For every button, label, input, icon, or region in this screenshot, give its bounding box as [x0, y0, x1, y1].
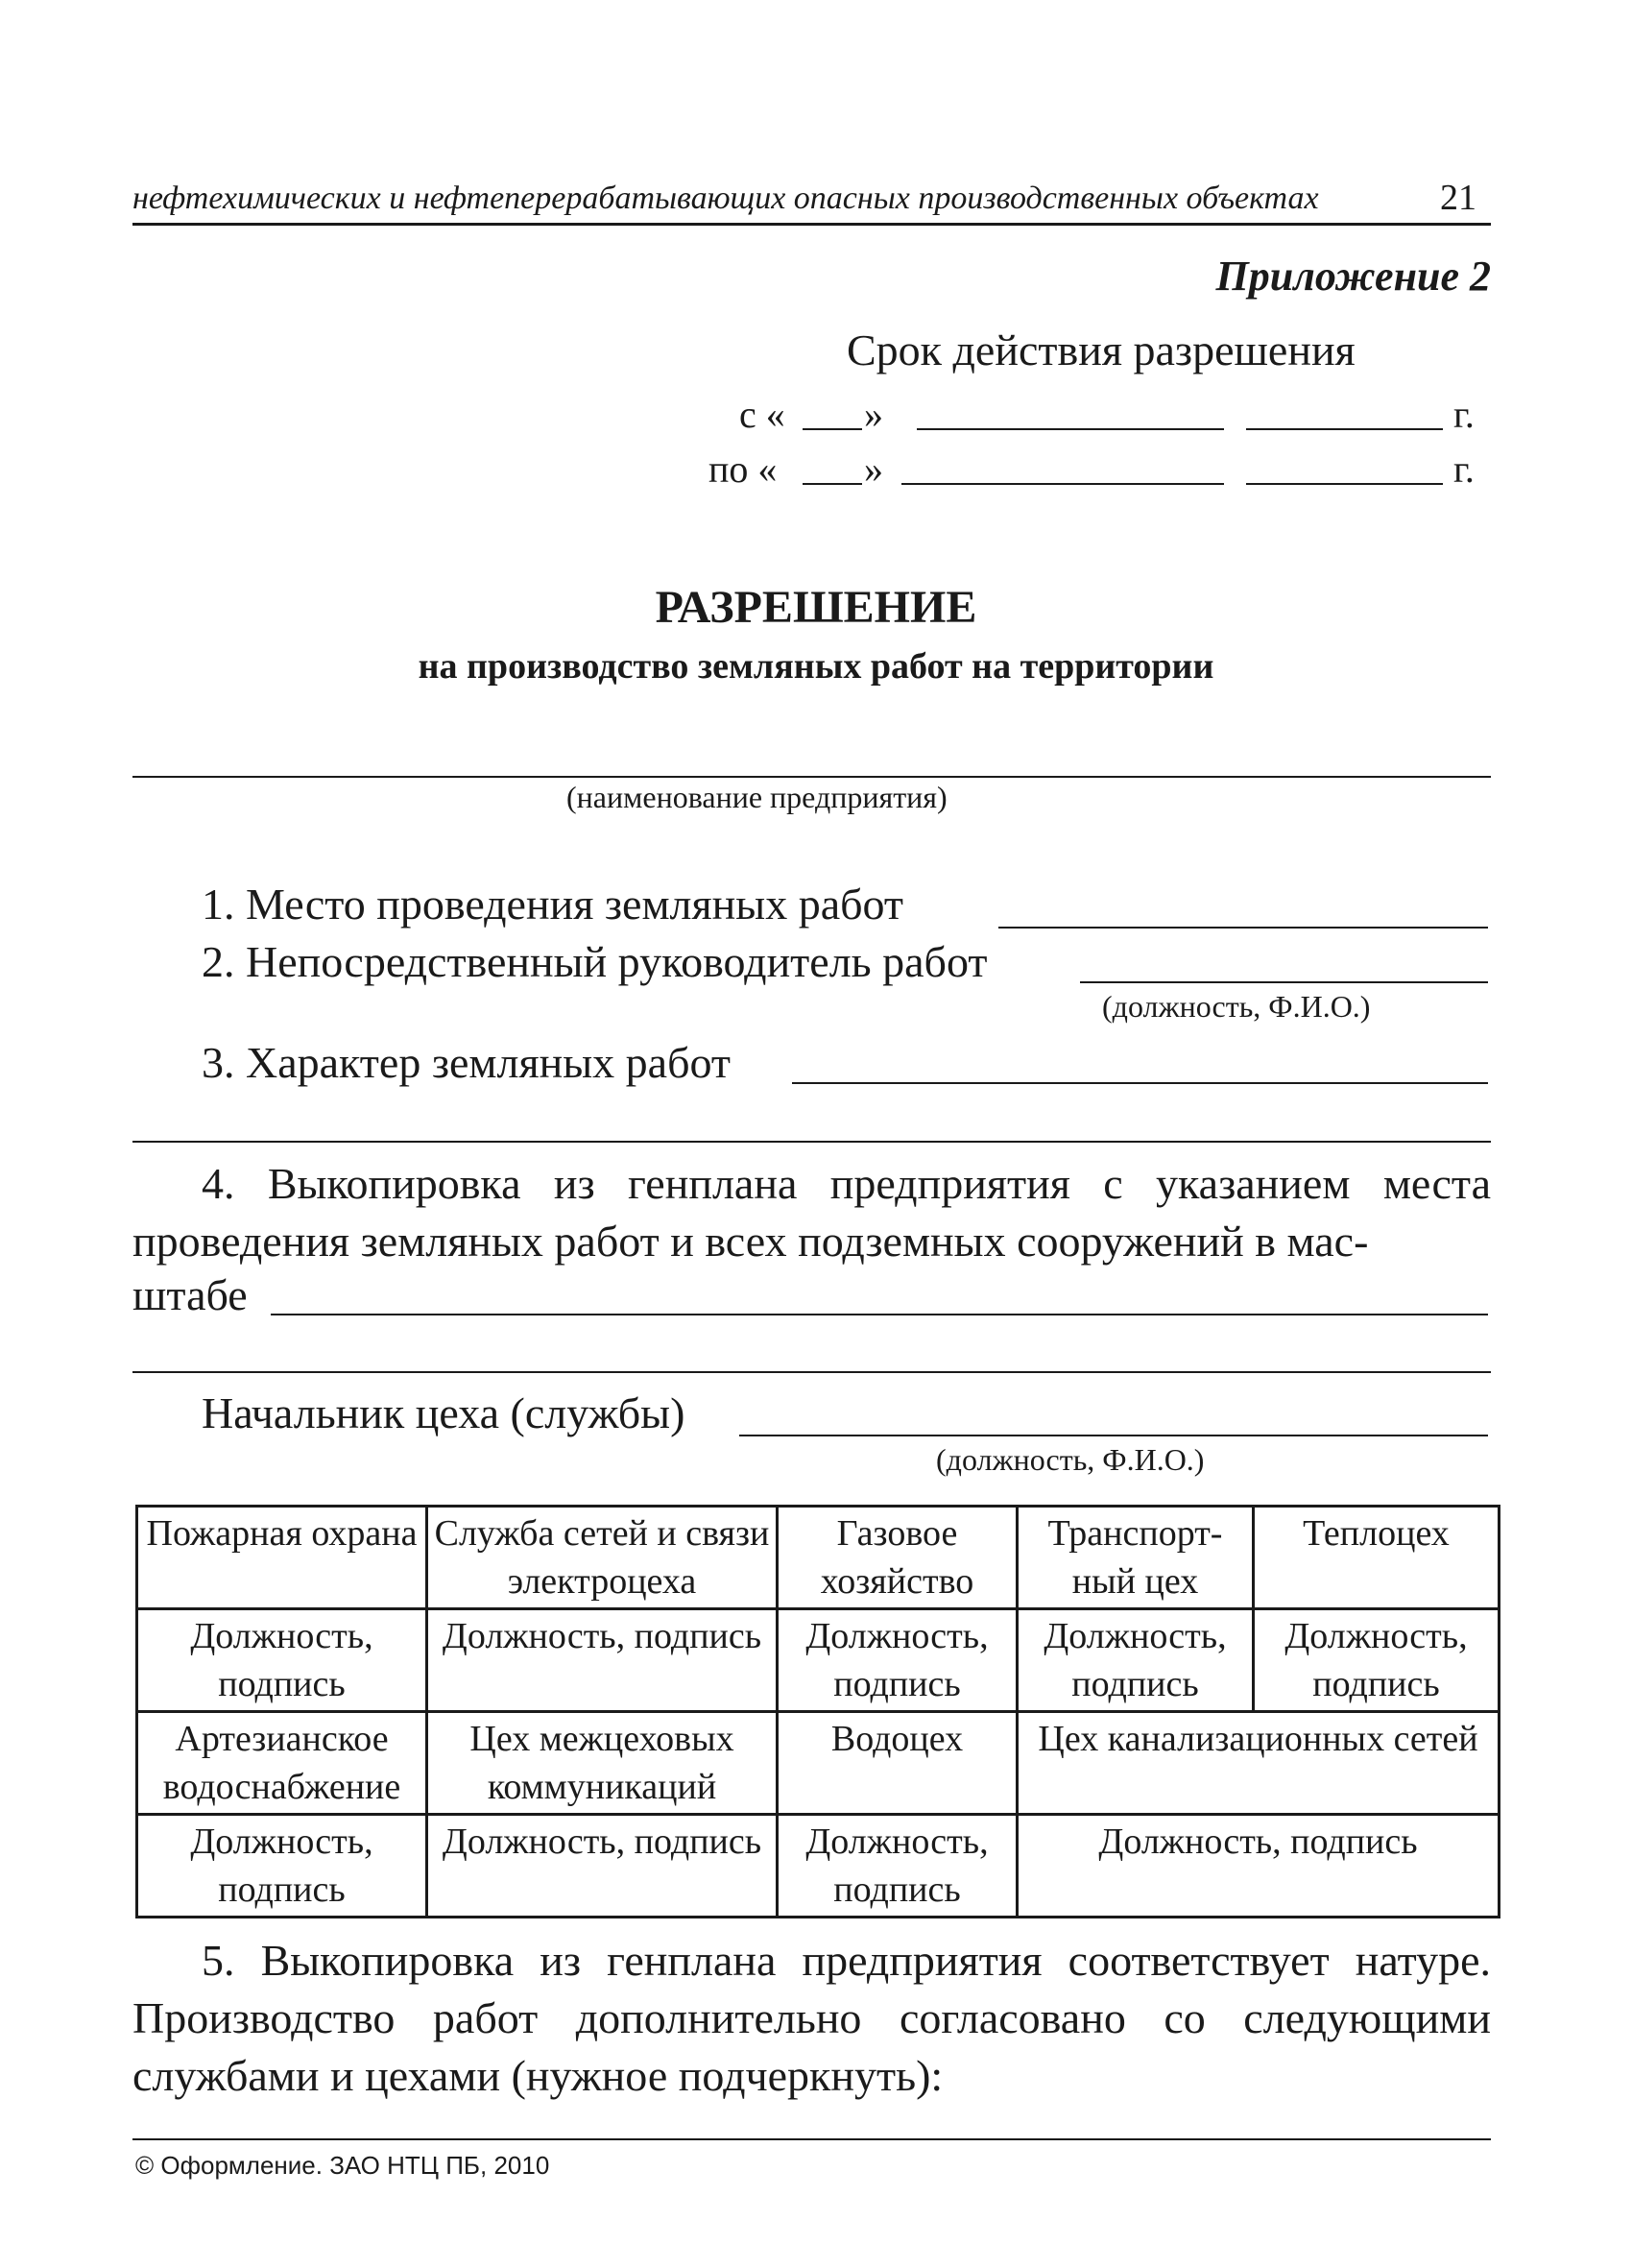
validity-title: Срок действия разрешения — [847, 326, 1356, 374]
from-prefix: с « — [739, 393, 785, 436]
table-cell: Газовое хозяйство — [778, 1507, 1018, 1609]
signature-cell: Должность, подпись — [427, 1815, 778, 1918]
from-day-blank — [803, 428, 862, 430]
item-3-line-2 — [132, 1141, 1491, 1143]
item-4-text: 4. Выкопировка из генплана предприятия с указанием места проведения земляных работ и всех подземных сооружений в мас- — [132, 1159, 1491, 1266]
table-cell: Артезианское водоснабжение — [137, 1712, 427, 1815]
to-day-blank — [803, 483, 862, 485]
item-4-line-2 — [132, 1371, 1491, 1373]
to-quote-close: » — [864, 447, 883, 491]
table-cell: Транспорт-ный цех — [1018, 1507, 1254, 1609]
chief-caption: (должность, Ф.И.О.) — [936, 1442, 1205, 1477]
table-cell: Теплоцех — [1254, 1507, 1500, 1609]
item-5-text: 5. Выкопировка из генплана предприятия соответствует натуре. Производство работ дополнительно согласовано со следующими службами и цехами (нужное подчеркнуть): — [132, 1936, 1491, 2100]
item-2-caption: (должность, Ф.И.О.) — [1102, 989, 1371, 1024]
to-year-blank — [1246, 483, 1443, 485]
table-cell: Пожарная охрана — [137, 1507, 427, 1609]
item-3-label: 3. Характер земляных работ — [202, 1038, 731, 1087]
item-1-line — [998, 927, 1488, 929]
chief-label: Начальник цеха (службы) — [202, 1388, 685, 1437]
enterprise-name-line — [132, 776, 1491, 778]
approvals-table — [135, 1505, 1500, 1918]
signature-cell: Должность, подпись — [137, 1609, 427, 1712]
from-month-blank — [917, 428, 1224, 430]
table-cell: Водоцех — [778, 1712, 1018, 1815]
table-row — [137, 1507, 1500, 1609]
item-2-line — [1080, 981, 1488, 983]
document-title: РАЗРЕШЕНИЕ — [655, 582, 977, 633]
table-cell: Цех канализационных сетей — [1018, 1712, 1500, 1815]
running-header: нефтехимических и нефтеперерабатывающих опасных производственных объектах — [132, 181, 1319, 216]
from-year-blank — [1246, 428, 1443, 430]
from-quote-close: » — [864, 393, 883, 436]
signature-cell: Должность, подпись — [1018, 1609, 1254, 1712]
to-month-blank — [901, 483, 1224, 485]
table-row — [137, 1815, 1500, 1918]
to-year-suffix: г. — [1453, 447, 1475, 491]
item-2-label: 2. Непосредственный руководитель работ — [202, 937, 988, 986]
table-cell: Служба сетей и связи электроцеха — [427, 1507, 778, 1609]
signature-cell: Должность, подпись — [137, 1815, 427, 1918]
signature-cell: Должность, подпись — [1254, 1609, 1500, 1712]
from-year-suffix: г. — [1453, 393, 1475, 436]
signature-cell: Должность, подпись — [427, 1609, 778, 1712]
item-1-label: 1. Место проведения земляных работ — [202, 880, 904, 929]
item-4-line — [271, 1314, 1488, 1315]
signature-cell: Должность, подпись — [1018, 1815, 1500, 1918]
document-subtitle: на производство земляных работ на территории — [418, 646, 1214, 687]
item-4-end: штабе — [132, 1270, 248, 1319]
item-3-line — [792, 1082, 1488, 1084]
table-cell: Цех межцеховых коммуникаций — [427, 1712, 778, 1815]
table-row — [137, 1609, 1500, 1712]
chief-line — [739, 1435, 1488, 1436]
footer-rule — [132, 2138, 1491, 2140]
appendix-label: Приложение 2 — [1215, 253, 1491, 300]
header-rule — [132, 223, 1491, 226]
footer-copyright: © Оформление. ЗАО НТЦ ПБ, 2010 — [135, 2151, 550, 2180]
table-row — [137, 1712, 1500, 1815]
signature-cell: Должность, подпись — [778, 1815, 1018, 1918]
to-prefix: по « — [708, 447, 778, 491]
enterprise-caption: (наименование предприятия) — [566, 780, 948, 814]
page-number: 21 — [1440, 178, 1476, 218]
signature-cell: Должность, подпись — [778, 1609, 1018, 1712]
